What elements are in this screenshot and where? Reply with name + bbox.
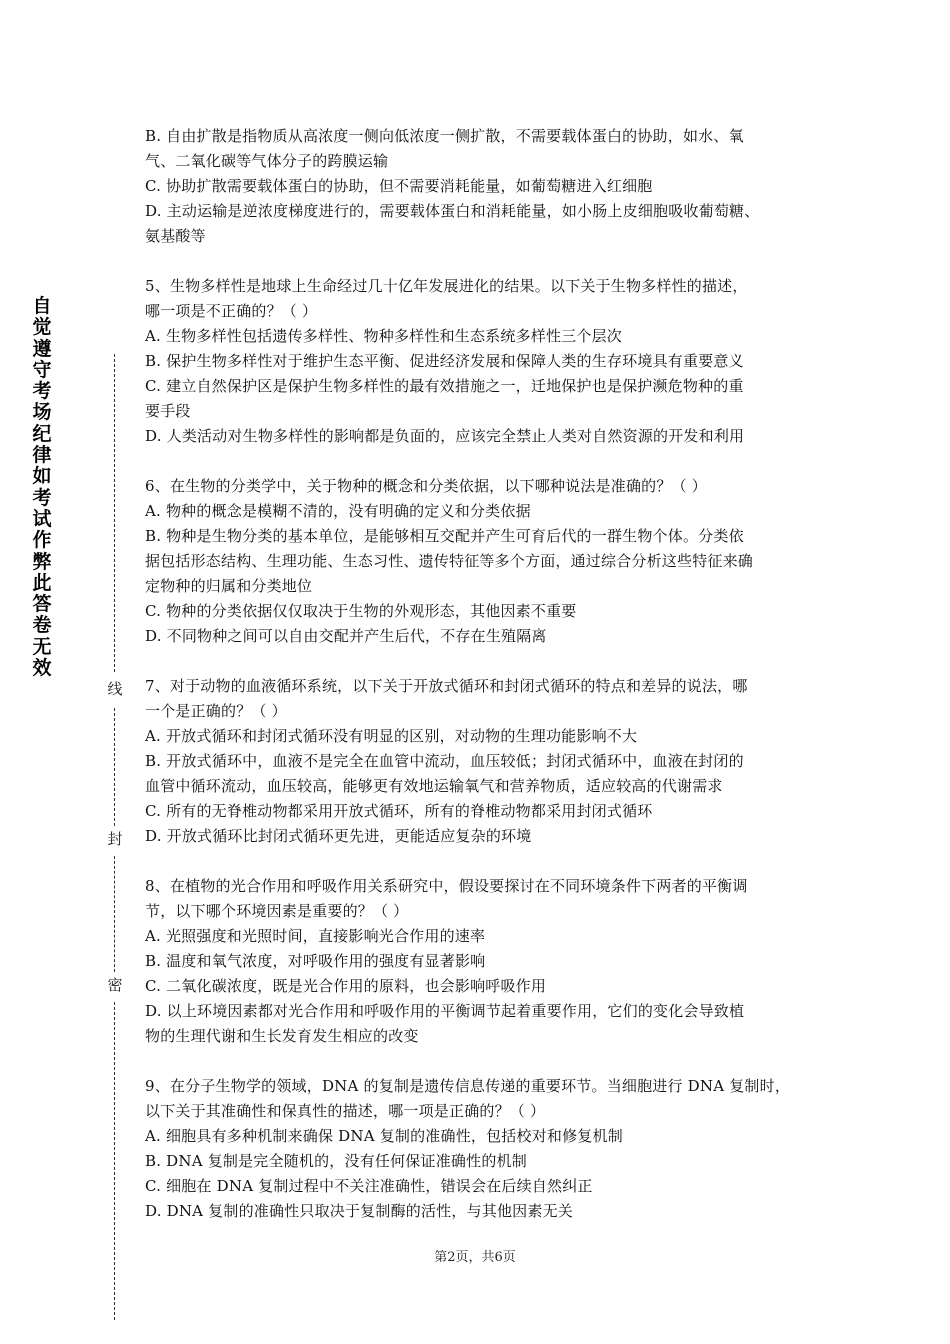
option-text-line: C. 所有的无脊椎动物都采用开放式循环，所有的脊椎动物都采用封闭式循环 xyxy=(145,802,653,820)
seal-char-feng: 封 xyxy=(107,830,123,848)
answer-option-d xyxy=(145,624,810,649)
option-text-line: C. 二氧化碳浓度，既是光合作用的原料，也会影响呼吸作用 xyxy=(145,977,547,995)
dashed-binding-line xyxy=(114,354,115,672)
answer-option-b xyxy=(145,349,810,374)
notice-char: 弊 xyxy=(32,550,52,573)
answer-option-a xyxy=(145,724,810,749)
dashed-binding-line xyxy=(114,1002,115,1320)
answer-option-c xyxy=(145,1174,810,1199)
option-text-line: D. 主动运输是逆浓度梯度进行的，需要载体蛋白和消耗能量，如小肠上皮细胞吸收葡萄糖、 xyxy=(145,202,760,220)
notice-char: 场 xyxy=(32,401,52,424)
option-text-line: B. 保护生物多样性对于维护生态平衡、促进经济发展和保障人类的生存环境具有重要意义 xyxy=(145,352,744,370)
option-text-line: B. 温度和氧气浓度，对呼吸作用的强度有显著影响 xyxy=(145,952,486,970)
notice-char: 考 xyxy=(32,486,52,509)
notice-char: 此 xyxy=(32,571,52,594)
notice-char: 觉 xyxy=(32,316,52,339)
question-stem-line: 一个是正确的？（ ） xyxy=(145,702,287,720)
option-text-line: 氨基酸等 xyxy=(145,227,206,245)
notice-char: 考 xyxy=(32,380,52,403)
notice-char: 无 xyxy=(32,635,52,658)
dashed-binding-line xyxy=(114,856,115,972)
answer-option-d xyxy=(145,199,810,249)
binding-margin xyxy=(0,0,140,1344)
option-text-line: D. 不同物种之间可以自由交配并产生后代，不存在生殖隔离 xyxy=(145,627,547,645)
question-stem-line: 以下关于其准确性和保真性的描述，哪一项是正确的？（ ） xyxy=(145,1102,546,1120)
option-text-line: A. 光照强度和光照时间，直接影响光合作用的速率 xyxy=(145,927,486,945)
option-text-line: 定物种的归属和分类地位 xyxy=(145,577,313,595)
question-stem-line: 5、生物多样性是地球上生命经过几十亿年发展进化的结果。以下关于生物多样性的描述， xyxy=(145,277,748,295)
page-number: 第2页，共6页 xyxy=(434,1250,516,1265)
answer-option-c xyxy=(145,974,810,999)
question-stem-line: 8、在植物的光合作用和呼吸作用关系研究中，假设要探讨在不同环境条件下两者的平衡调 xyxy=(145,877,748,895)
notice-char: 如 xyxy=(32,465,52,488)
notice-char: 纪 xyxy=(32,422,52,445)
question-stem-line: 6、在生物的分类学中，关于物种的概念和分类依据，以下哪种说法是准确的？（ ） xyxy=(145,477,707,495)
option-text-line: 要手段 xyxy=(145,402,191,420)
option-text-line: A. 开放式循环和封闭式循环没有明显的区别，对动物的生理功能影响不大 xyxy=(145,727,638,745)
answer-option-d xyxy=(145,824,810,849)
option-text-line: B. 自由扩散是指物质从高浓度一侧向低浓度一侧扩散，不需要载体蛋白的协助，如水、氧 xyxy=(145,127,744,145)
option-text-line: A. 物种的概念是模糊不清的，没有明确的定义和分类依据 xyxy=(145,502,531,520)
question-stem-line: 哪一项是不正确的？（ ） xyxy=(145,302,318,320)
option-text-line: A. 细胞具有多种机制来确保 DNA 复制的准确性，包括校对和修复机制 xyxy=(145,1127,623,1145)
answer-option-b xyxy=(145,749,810,799)
option-text-line: D. 人类活动对生物多样性的影响都是负面的，应该完全禁止人类对自然资源的开发和利用 xyxy=(145,427,745,445)
option-text-line: B. 开放式循环中，血液不是完全在血管中流动，血压较低；封闭式循环中，血液在封闭的 xyxy=(145,752,744,770)
exam-discipline-notice xyxy=(30,296,54,679)
option-text-line: C. 物种的分类依据仅仅取决于生物的外观形态，其他因素不重要 xyxy=(145,602,577,620)
option-text-line: C. 建立自然保护区是保护生物多样性的最有效措施之一，迁地保护也是保护濒危物种的重 xyxy=(145,377,744,395)
option-text-line: 气、二氧化碳等气体分子的跨膜运输 xyxy=(145,152,389,170)
option-text-line: 据包括形态结构、生理功能、生态习性、遗传特征等多个方面，通过综合分析这些特征来确 xyxy=(145,552,754,570)
answer-option-a xyxy=(145,324,810,349)
answer-option-a xyxy=(145,499,810,524)
option-text-line: C. 细胞在 DNA 复制过程中不关注准确性，错误会在后续自然纠正 xyxy=(145,1177,593,1195)
question-q4-continued xyxy=(145,124,810,249)
answer-option-a xyxy=(145,924,810,949)
answer-option-d xyxy=(145,424,810,449)
question-stem-line: 7、对于动物的血液循环系统，以下关于开放式循环和封闭式循环的特点和差异的说法，哪 xyxy=(145,677,748,695)
notice-char: 作 xyxy=(32,529,52,552)
seal-char-mi: 密 xyxy=(107,976,123,994)
notice-char: 答 xyxy=(32,593,52,616)
question-q8 xyxy=(145,874,810,1049)
dashed-binding-line xyxy=(114,708,115,826)
answer-option-b xyxy=(145,1149,810,1174)
option-text-line: B. DNA 复制是完全随机的，没有任何保证准确性的机制 xyxy=(145,1152,527,1170)
answer-option-c xyxy=(145,799,810,824)
question-q6 xyxy=(145,474,810,649)
notice-char: 遵 xyxy=(32,337,52,360)
answer-option-c xyxy=(145,599,810,624)
option-text-line: 血管中循环流动，血压较高，能够更有效地运输氧气和营养物质，适应较高的代谢需求 xyxy=(145,777,723,795)
exam-questions xyxy=(145,124,810,1224)
notice-char: 律 xyxy=(32,444,52,467)
option-text-line: D. DNA 复制的准确性只取决于复制酶的活性，与其他因素无关 xyxy=(145,1202,573,1220)
answer-option-c xyxy=(145,374,810,424)
question-q9 xyxy=(145,1074,810,1224)
question-stem-line: 节，以下哪个环境因素是重要的？（ ） xyxy=(145,902,409,920)
answer-option-a xyxy=(145,1124,810,1149)
answer-option-d xyxy=(145,1199,810,1224)
question-stem-line: 9、在分子生物学的领域，DNA 的复制是遗传信息传递的重要环节。当细胞进行 DNA 复制时， xyxy=(145,1077,791,1095)
option-text-line: C. 协助扩散需要载体蛋白的协助，但不需要消耗能量，如葡萄糖进入红细胞 xyxy=(145,177,653,195)
answer-option-d xyxy=(145,999,810,1049)
notice-char: 自 xyxy=(32,295,52,317)
notice-char: 卷 xyxy=(32,614,52,637)
notice-char: 试 xyxy=(32,507,52,530)
answer-option-b xyxy=(145,524,810,599)
notice-char: 守 xyxy=(32,358,52,381)
option-text-line: A. 生物多样性包括遗传多样性、物种多样性和生态系统多样性三个层次 xyxy=(145,327,622,345)
answer-option-c xyxy=(145,174,810,199)
answer-option-b xyxy=(145,124,810,174)
option-text-line: D. 开放式循环比封闭式循环更先进，更能适应复杂的环境 xyxy=(145,827,532,845)
notice-char: 效 xyxy=(32,657,52,680)
answer-option-b xyxy=(145,949,810,974)
question-q7 xyxy=(145,674,810,849)
option-text-line: 物的生理代谢和生长发育发生相应的改变 xyxy=(145,1027,419,1045)
seal-char-xian: 线 xyxy=(107,680,123,698)
option-text-line: B. 物种是生物分类的基本单位，是能够相互交配并产生可育后代的一群生物个体。分类依 xyxy=(145,527,744,545)
option-text-line: D. 以上环境因素都对光合作用和呼吸作用的平衡调节起着重要作用，它们的变化会导致植 xyxy=(145,1002,745,1020)
question-q5 xyxy=(145,274,810,449)
